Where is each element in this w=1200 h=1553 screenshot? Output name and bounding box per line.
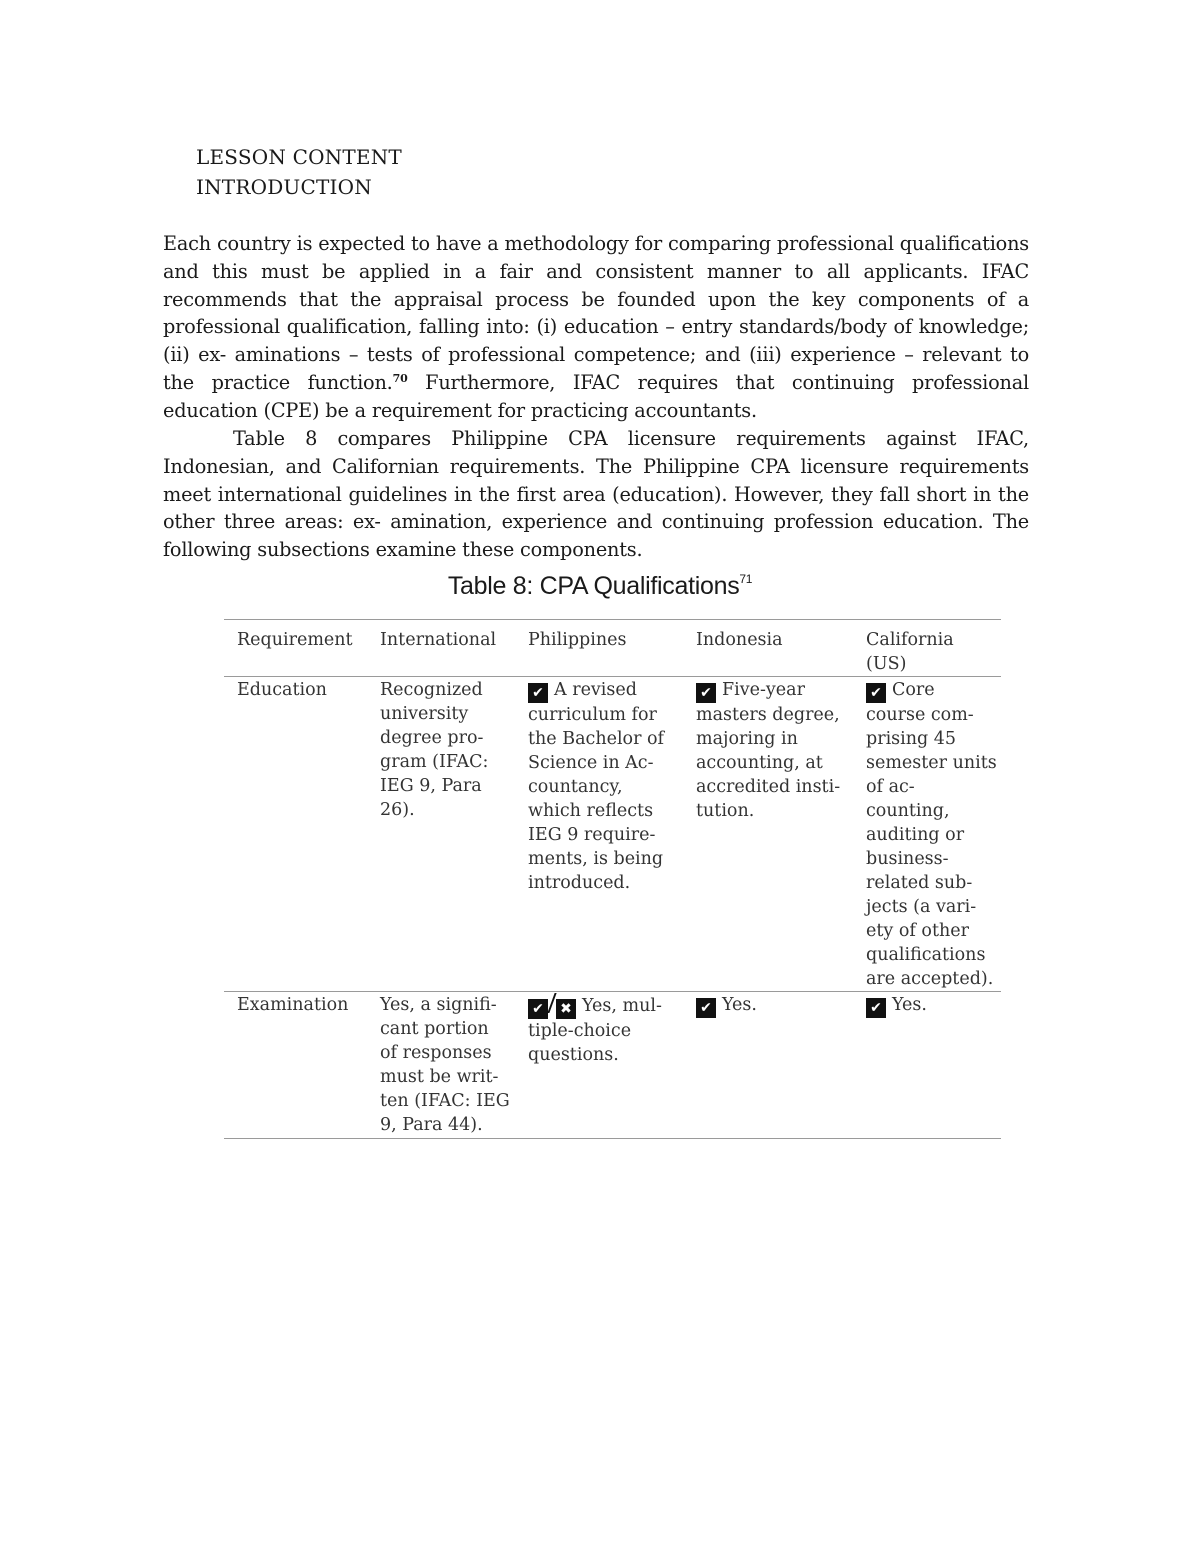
col-header-requirement: Requirement bbox=[224, 620, 367, 677]
table-row bbox=[224, 677, 1001, 992]
cell-philippines bbox=[515, 677, 683, 992]
cell-international: Recognized university degree pro- gram (IFAC: IEG 9, Para 26). bbox=[367, 677, 515, 992]
cell-text: Yes. bbox=[892, 995, 927, 1015]
lesson-content-heading: LESSON CONTENT bbox=[196, 145, 402, 169]
cell-text: A revised curriculum for the Bachelor of Science in Ac- countancy, which reflects IEG 9 require- ments, is being introduced. bbox=[528, 680, 665, 893]
table-title bbox=[0, 572, 1200, 601]
cell-indonesia bbox=[683, 677, 853, 992]
col-header-philippines: Philippines bbox=[515, 620, 683, 677]
check-icon: ✔ bbox=[528, 683, 548, 703]
cell-requirement: Examination bbox=[224, 992, 367, 1139]
cell-philippines bbox=[515, 992, 683, 1139]
footnote-ref-70[interactable]: 70 bbox=[392, 371, 408, 385]
paragraph-intro-text: Each country is expected to have a methodology for comparing professional qualifications and this must be applied in a fair and consistent manner to all applicants. IFAC recommends that the appraisal process be founded upon the key components of a professional qualification, falling into: (i) education – entry standards/body of knowledge; (ii) ex- aminations – tests of professional competence; and (iii) experience – relevant to the practice function. bbox=[163, 232, 1029, 394]
cell-text: Five-year masters degree, majoring in accounting, at accredited insti- tution. bbox=[696, 680, 841, 821]
check-icon: ✔ bbox=[696, 998, 716, 1018]
table-header-row bbox=[224, 620, 1001, 677]
introduction-heading: INTRODUCTION bbox=[196, 175, 372, 199]
check-icon: ✔ bbox=[696, 683, 716, 703]
paragraph-intro bbox=[163, 230, 1029, 425]
cell-requirement: Education bbox=[224, 677, 367, 992]
table-row bbox=[224, 992, 1001, 1139]
check-icon: ✔ bbox=[866, 683, 886, 703]
cell-indonesia bbox=[683, 992, 853, 1139]
col-header-international: International bbox=[367, 620, 515, 677]
check-icon: ✔ bbox=[866, 998, 886, 1018]
cross-icon: ✖ bbox=[556, 999, 576, 1019]
cell-california bbox=[853, 677, 1001, 992]
cell-california bbox=[853, 992, 1001, 1139]
cell-international: Yes, a signifi- cant portion of responses must be writ- ten (IFAC: IEG 9, Para 44). bbox=[367, 992, 515, 1139]
col-header-indonesia: Indonesia bbox=[683, 620, 853, 677]
paragraph-intro-text-cont: Furthermore, IFAC requires that continuing professional education (CPE) be a requirement for practicing accountants. bbox=[163, 370, 1029, 422]
table-title-text: Table 8: CPA Qualifications bbox=[447, 572, 740, 600]
col-header-california: California (US) bbox=[853, 620, 1001, 677]
check-or-cross-icon bbox=[528, 993, 576, 1019]
cell-text: Core course com- prising 45 semester units of ac- counting, auditing or business- related sub- jects (a vari- ety of other qualifications are accepted). bbox=[866, 680, 997, 989]
cpa-qualifications-table bbox=[224, 619, 1001, 1139]
paragraph-table-summary: Table 8 compares Philippine CPA licensure requirements against IFAC, Indonesian, and Californian requirements. The Philippine CPA licensure requirements meet international guidelines in the first area (education). However, they fall short in the other three areas: ex- amination, experience and continuing profession education. The following subsections examine these components. bbox=[163, 427, 1029, 562]
cell-text: Yes. bbox=[722, 995, 757, 1015]
cell-text: Yes, mul- tiple-choice questions. bbox=[528, 996, 662, 1065]
slash-divider bbox=[548, 993, 556, 1013]
check-icon: ✔ bbox=[528, 999, 548, 1019]
footnote-ref-71[interactable]: 71 bbox=[739, 572, 753, 586]
